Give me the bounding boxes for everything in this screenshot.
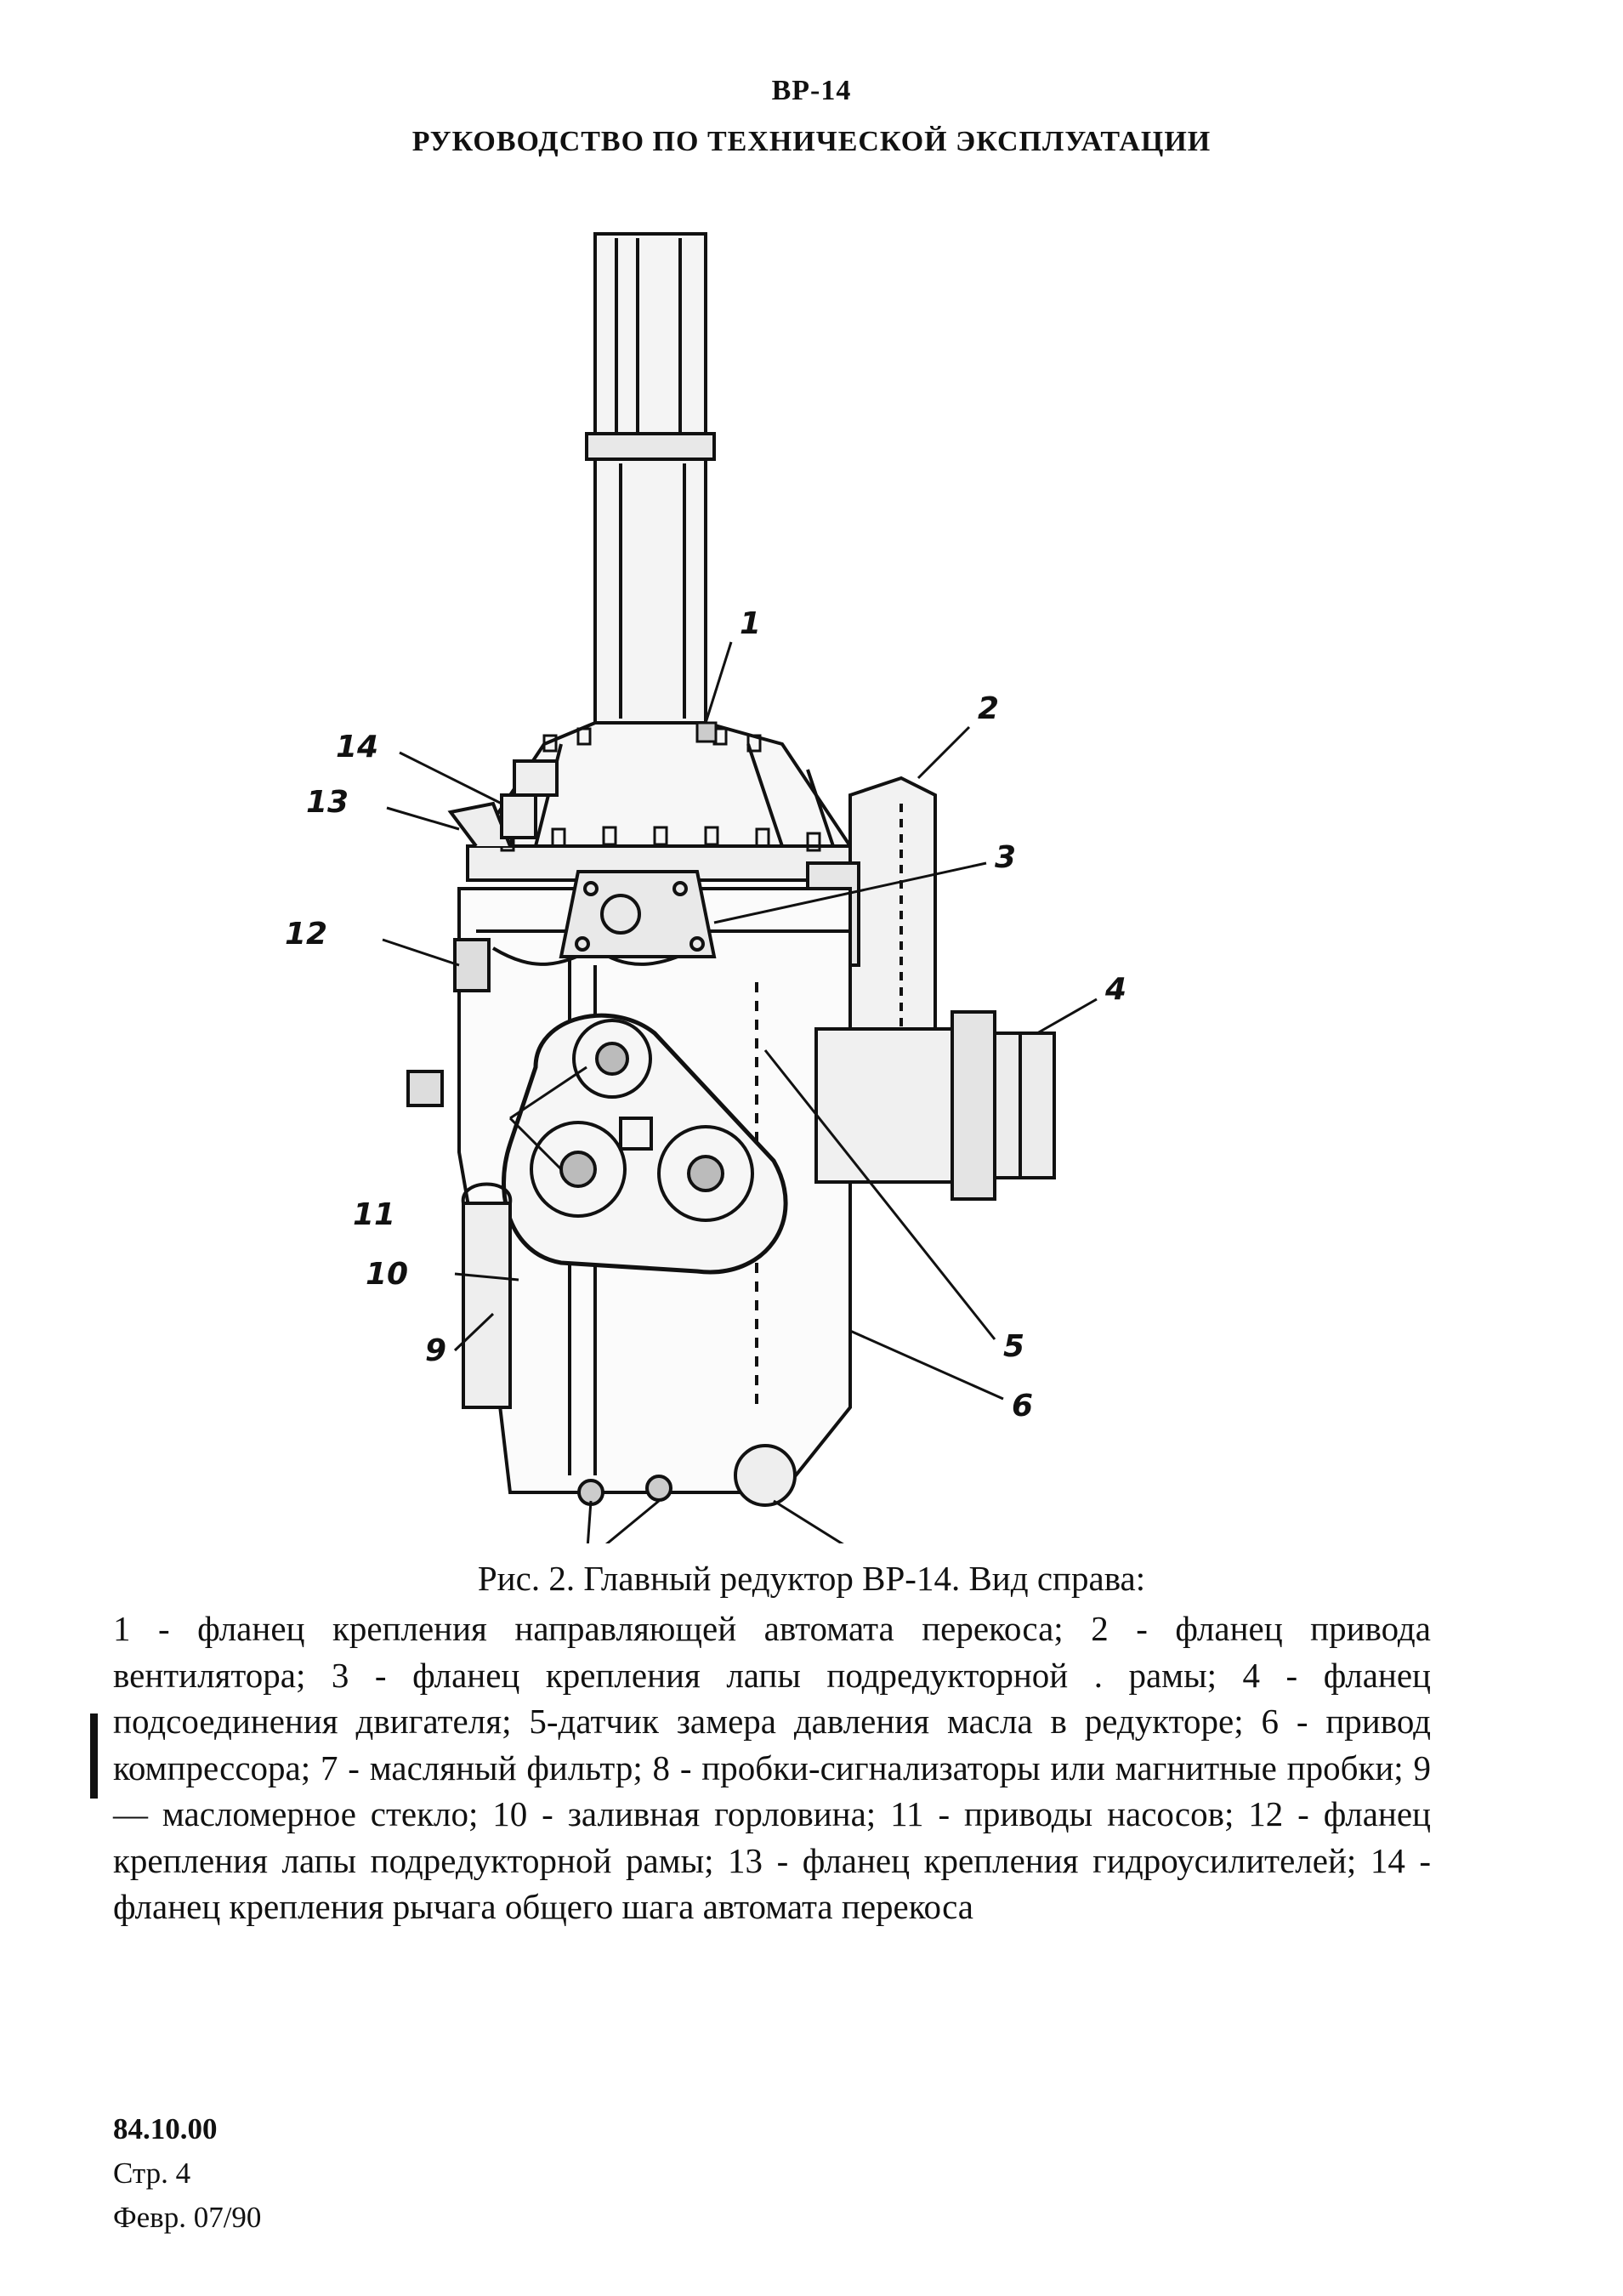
page-footer [113,2107,261,2240]
callout-3: 3 [995,840,1017,875]
callout-14: 14 [336,730,379,764]
engine-flange [816,1012,1054,1199]
document-code: ВР-14 [771,75,852,106]
callout-9: 9 [425,1333,447,1368]
callout-12: 12 [285,917,328,952]
callout-2: 2 [978,691,1000,726]
callout-4: 4 [1105,972,1127,1007]
callout-6: 6 [1012,1389,1034,1424]
callout-10: 10 [366,1257,409,1292]
main-shaft [587,234,714,723]
footer-date: Февр. 07/90 [113,2201,262,2234]
figure-caption-legend: 1 - фланец крепления направляющей автомата перекоса; 2 - фланец привода вентилятора; 3 - фланец крепления лапы подредукторной . рамы; 4 - фланец подсоединения двигателя; 5-датчик замера давления масла в редукторе; 6 - привод компрессора; 7 - масляный фильтр; 8 - пробки-сигнализаторы или магнитные пробки; 9 — масломерное стекло; 10 - заливная горловина; 11 - приводы насосов; 12 - фланец крепления лапы подредукторной рамы; 13 - фланец крепления гидроусилителей; 14 - фланец крепления рычага общего шага автомата перекоса [113,1609,1431,1926]
footer-page-number: Стр. 4 [113,2157,191,2190]
footer-doc-number: 84.10.00 [113,2112,218,2145]
callout-1: 1 [740,606,762,641]
revision-bar [90,1713,98,1799]
callout-5: 5 [1003,1329,1025,1364]
frame-lug-flange [561,872,714,957]
callout-13: 13 [306,785,349,820]
figure-caption-title: Рис. 2. Главный редуктор ВР-14. Вид справа: [477,1559,1146,1598]
document-title: РУКОВОДСТВО ПО ТЕХНИЧЕСКОЙ ЭКСПЛУАТАЦИИ [411,126,1212,157]
gearbox-illustration [255,217,1360,1543]
callout-11: 11 [353,1197,396,1232]
